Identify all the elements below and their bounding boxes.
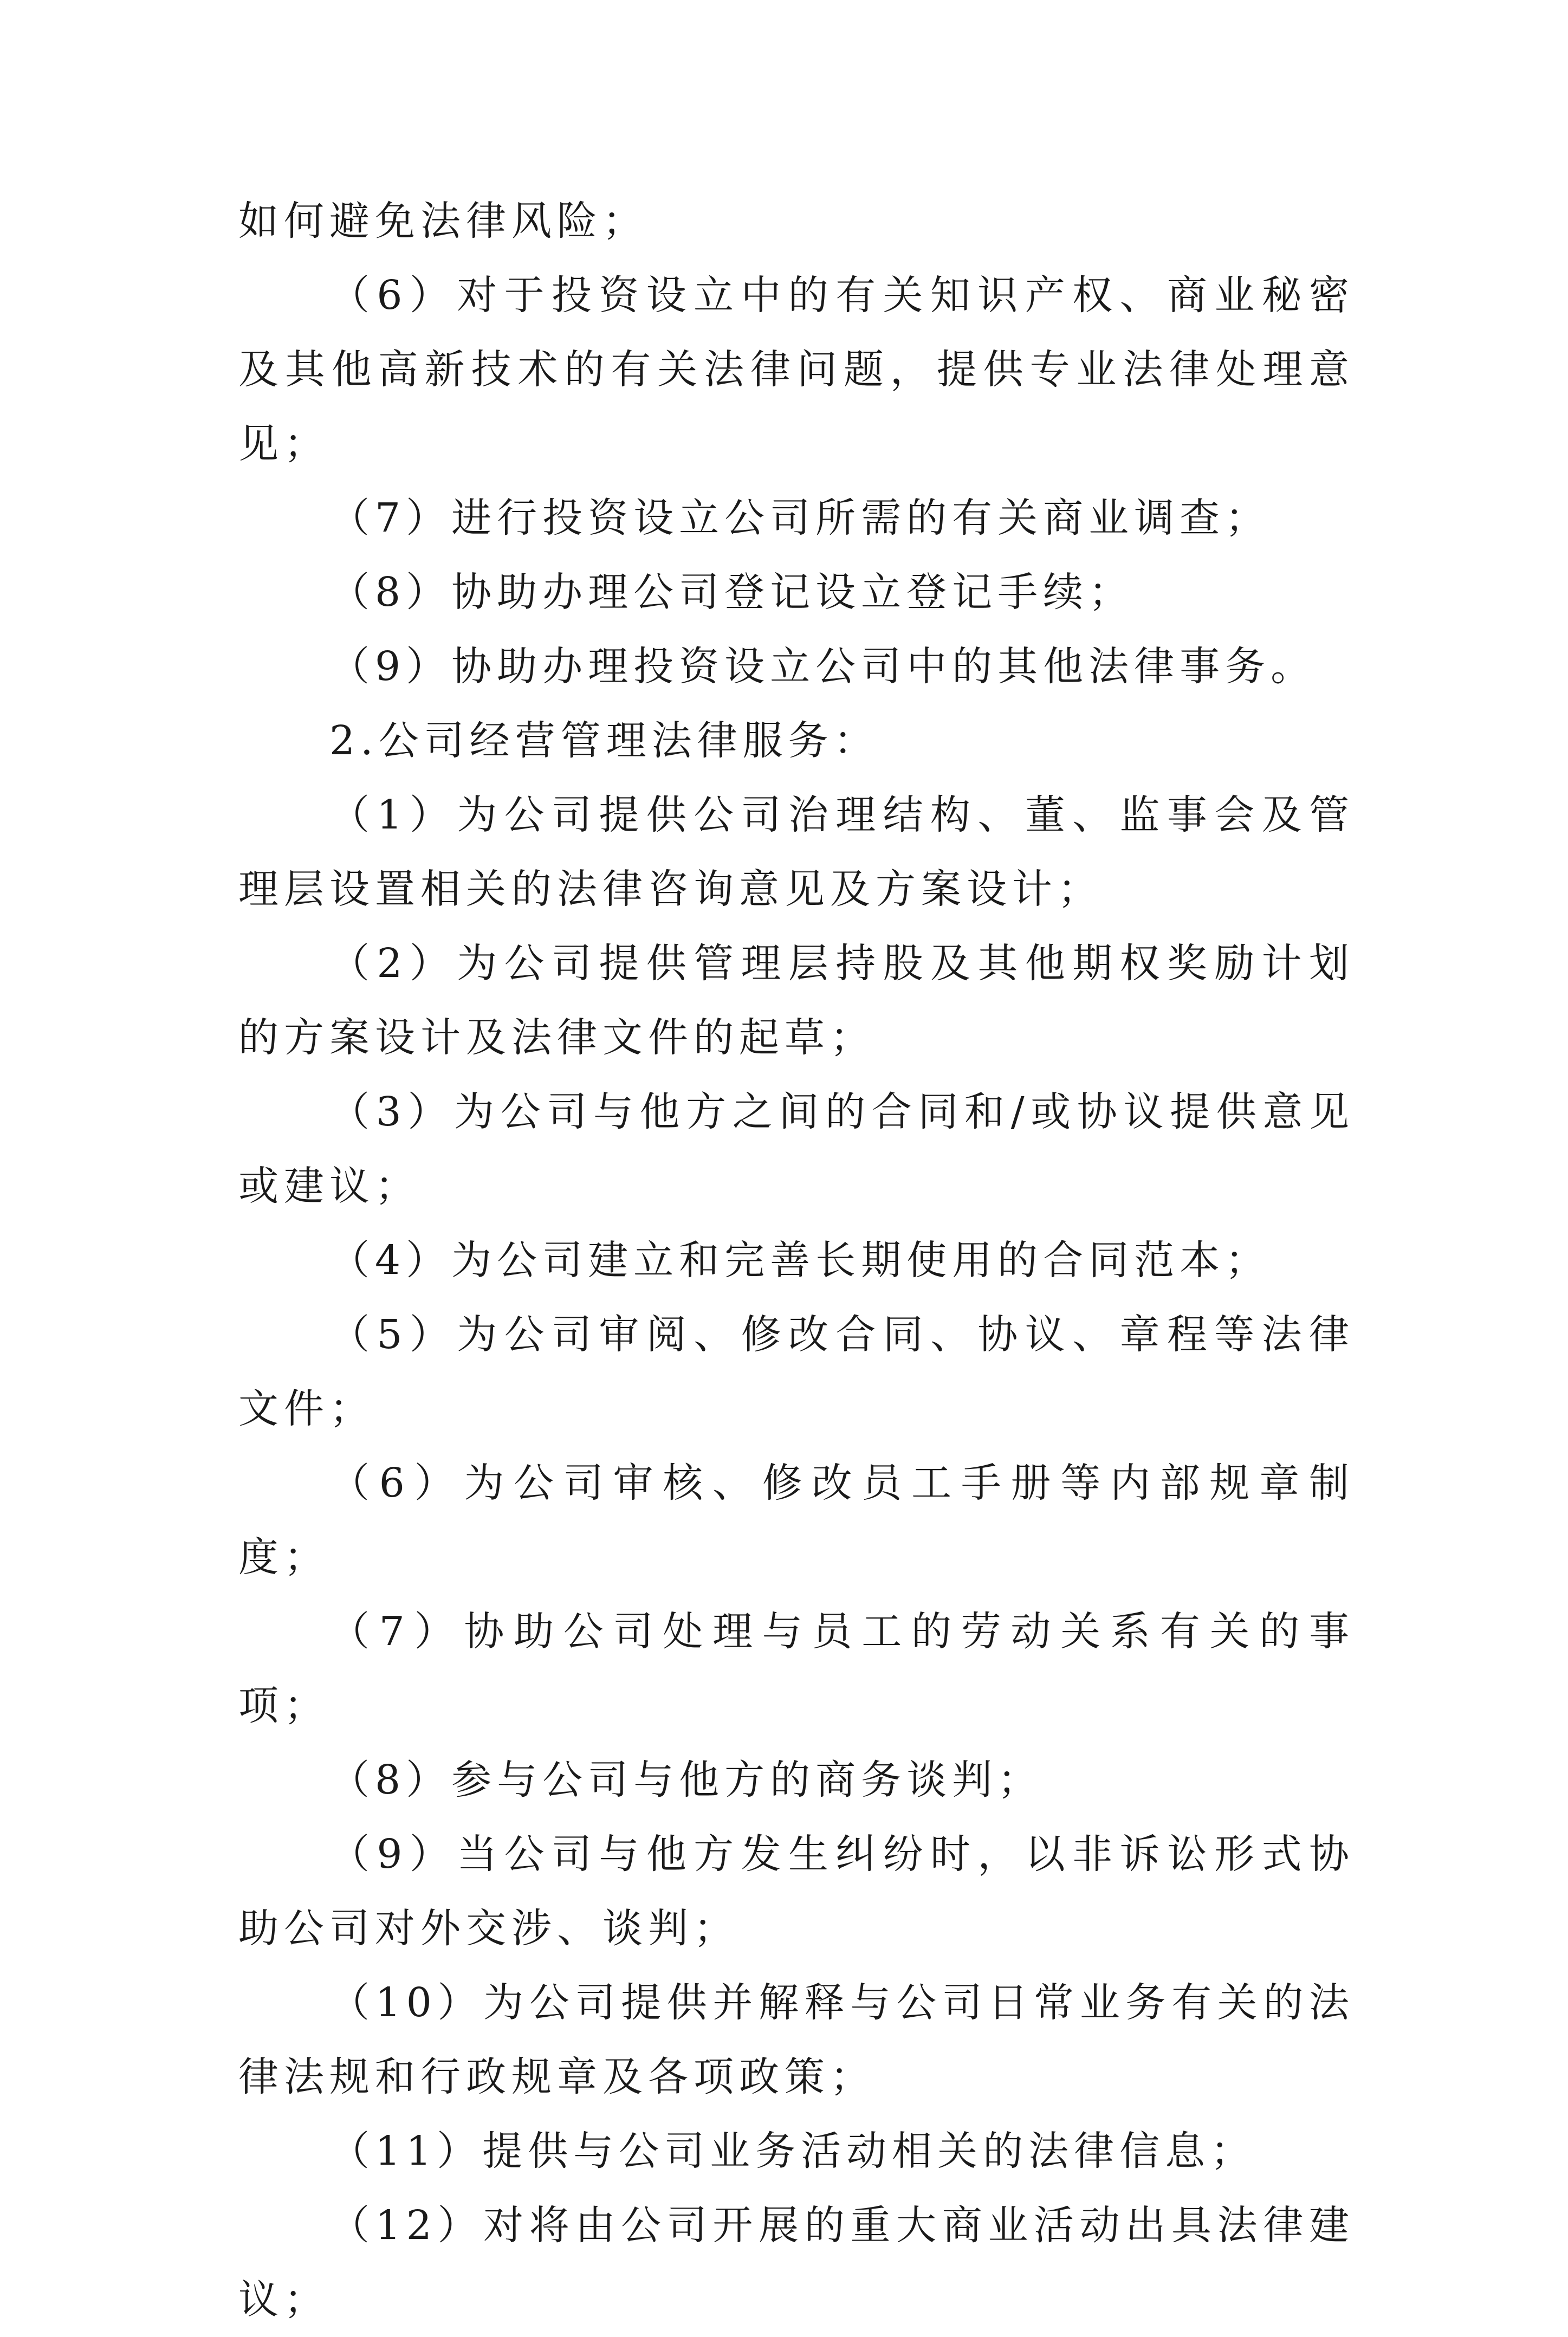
- list-item-4-templates: （4）为公司建立和完善长期使用的合同范本；: [329, 1237, 1271, 1284]
- list-item-7-labor: （7）协助公司处理与员工的劳动关系有关的事项；: [238, 1608, 1355, 1729]
- list-item-2-equity: （2）为公司提供管理层持股及其他期权奖励计划的方案设计及法律文件的起草；: [238, 940, 1355, 1061]
- list-item-3-contracts: （3）为公司与他方之间的合同和/或协议提供意见或建议；: [238, 1089, 1355, 1209]
- list-item-8-negotiation: （8）参与公司与他方的商务谈判；: [329, 1757, 1044, 1803]
- list-item-9-disputes: （9）当公司与他方发生纠纷时，以非诉讼形式协助公司对外交涉、谈判；: [238, 1831, 1355, 1952]
- list-item-6-handbook: （6）为公司审核、修改员工手册等内部规章制度；: [238, 1460, 1355, 1581]
- list-item-1-governance: （1）为公司提供公司治理结构、董、监事会及管理层设置相关的法律咨询意见及方案设计；: [238, 792, 1355, 912]
- list-item-7-investigation: （7）进行投资设立公司所需的有关商业调查；: [329, 495, 1271, 541]
- document-body: [238, 184, 1355, 2337]
- list-item-10-regulations: （10）为公司提供并解释与公司日常业务有关的法律法规和行政规章及各项政策；: [238, 1979, 1355, 2100]
- list-item-12-advice: （12）对将由公司开展的重大商业活动出具法律建议；: [238, 2202, 1355, 2323]
- list-item-9-other: （9）协助办理投资设立公司中的其他法律事务。: [329, 643, 1317, 690]
- list-item-8-registration: （8）协助办理公司登记设立登记手续；: [329, 569, 1135, 616]
- section-heading-management: 2.公司经营管理法律服务：: [329, 717, 879, 764]
- list-item-11-legal-info: （11）提供与公司业务活动相关的法律信息；: [329, 2128, 1256, 2174]
- paragraph-continuation: 如何避免法律风险；: [238, 198, 648, 244]
- list-item-6-ip: （6）对于投资设立中的有关知识产权、商业秘密及其他高新技术的有关法律问题，提供专业法律处理意见；: [238, 272, 1355, 467]
- list-item-5-review: （5）为公司审阅、修改合同、协议、章程等法律文件；: [238, 1311, 1355, 1432]
